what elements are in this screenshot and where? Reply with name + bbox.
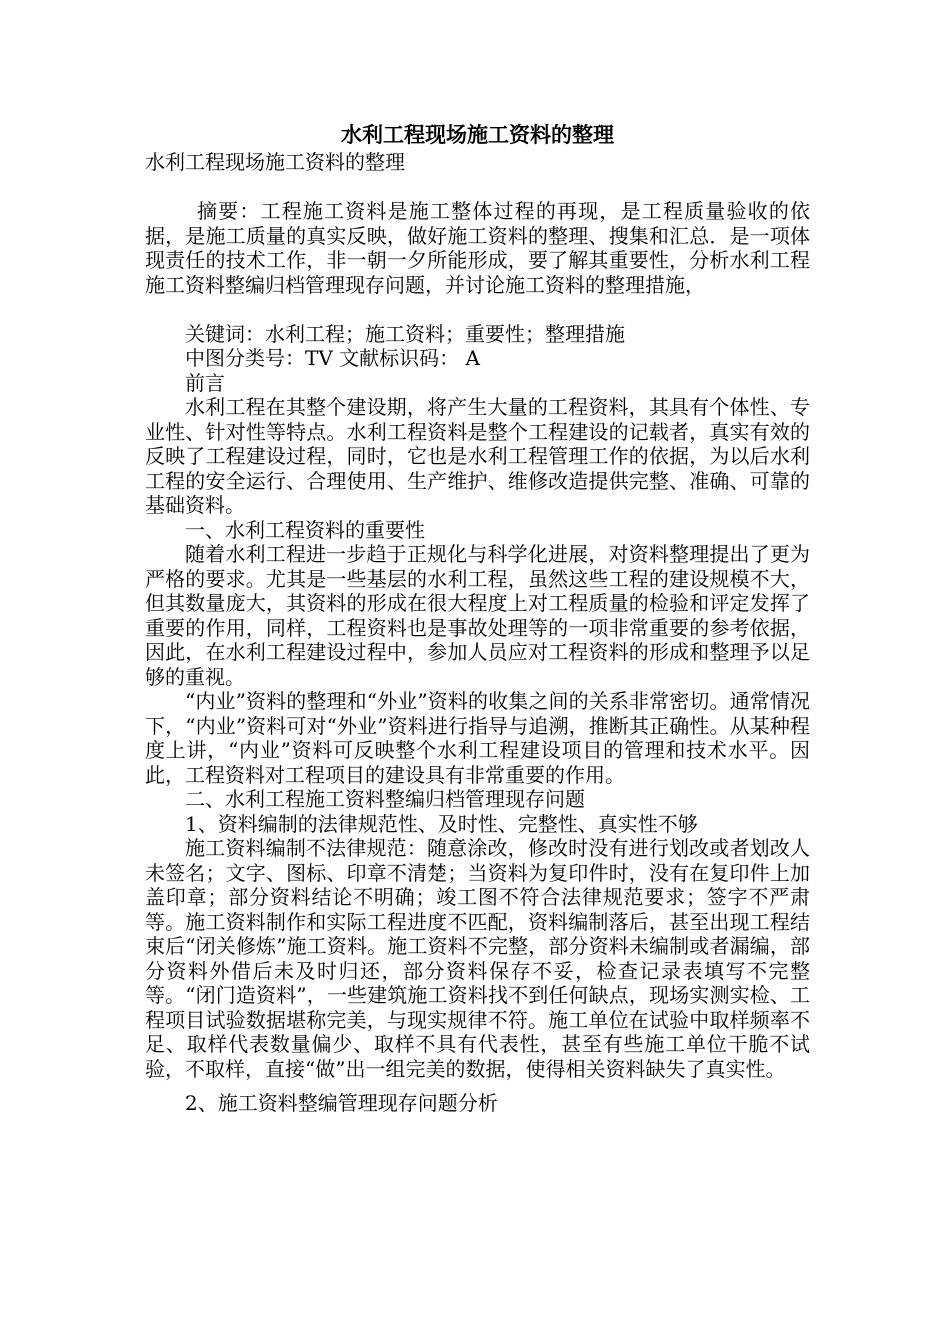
classification-line: 中图分类号：TV 文献标识码： A (185, 346, 480, 370)
abstract-paragraph: 摘要：工程施工资料是施工整体过程的再现，是工程质量验收的依据，是施工质量的真实反映，做好施工资料的整理、搜集和汇总．是一项体现责任的技术工作，非一朝一夕所能形成，要了解其重要性，分析水利工程施工资料整编归档管理现存问题，并讨论施工资料的整理措施， (145, 199, 810, 297)
preface-heading: 前言 (185, 370, 225, 395)
section-1-paragraph-1: 随着水利工程进一步趋于正规化与科学化进展，对资料整理提出了更为严格的要求。尤其是一些基层的水利工程，虽然这些工程的建设规模不大，但其数量庞大，其资料的形成在很大程度上对工程质量的检验和评定发挥了重要的作用，同样，工程资料也是事故处理等的一项非常重要的参考依据，因此，在水利工程建设过程中，参加人员应对工程资料的形成和整理予以足够的重视。 (145, 542, 810, 689)
section-heading-1: 一、水利工程资料的重要性 (185, 517, 425, 542)
section-2-subheading-2: 2、施工资料整编管理现存问题分析 (185, 1091, 498, 1115)
blank-line (145, 175, 810, 200)
document-page (145, 120, 810, 1116)
blank-line (145, 297, 810, 322)
section-2-subheading-1: 1、资料编制的法律规范性、及时性、完整性、真实性不够 (185, 811, 698, 836)
document-subtitle: 水利工程现场施工资料的整理 (145, 150, 405, 174)
blank-line (145, 1081, 810, 1091)
section-1-paragraph-2: “内业”资料的整理和“外业”资料的收集之间的关系非常密切。通常情况下，“内业”资料可对“外业”资料进行指导与追溯，推断其正确性。从某种程度上讲，“内业”资料可反映整个水利工程建设项目的管理和技术水平。因此，工程资料对工程项目的建设具有非常重要的作用。 (145, 689, 810, 787)
section-2-paragraph-1: 施工资料编制不法律规范：随意涂改，修改时没有进行划改或者划改人未签名；文字、图标、印章不清楚；当资料为复印件时，没有在复印件上加盖印章；部分资料结论不明确；竣工图不符合法律规范要求；签字不严肃等。施工资料制作和实际工程进度不匹配，资料编制落后，甚至出现工程结束后“闭关修炼”施工资料。施工资料不完整，部分资料未编制或者漏编，部分资料外借后未及时归还，部分资料保存不妥，检查记录表填写不完整等。“闭门造资料”，一些建筑施工资料找不到任何缺点，现场实测实检、工程项目试验数据堪称完美，与现实规律不符。施工单位在试验中取样频率不足、取样代表数量偏少、取样不具有代表性，甚至有些施工单位干脆不试验，不取样，直接“做”出一组完美的数据，使得相关资料缺失了真实性。 (145, 836, 810, 1081)
section-heading-2: 二、水利工程施工资料整编归档管理现存问题 (185, 787, 585, 811)
document-title: 水利工程现场施工资料的整理 (341, 122, 614, 147)
preface-paragraph: 水利工程在其整个建设期，将产生大量的工程资料，其具有个体性、专业性、针对性等特点。水利工程资料是整个工程建设的记载者，真实有效的反映了工程建设过程，同时，它也是水利工程管理工作的依据，为以后水利工程的安全运行、合理使用、生产维护、维修改造提供完整、准确、可靠的基础资料。 (145, 395, 810, 517)
keywords-line: 关键词：水利工程；施工资料；重要性；整理措施 (185, 321, 625, 346)
